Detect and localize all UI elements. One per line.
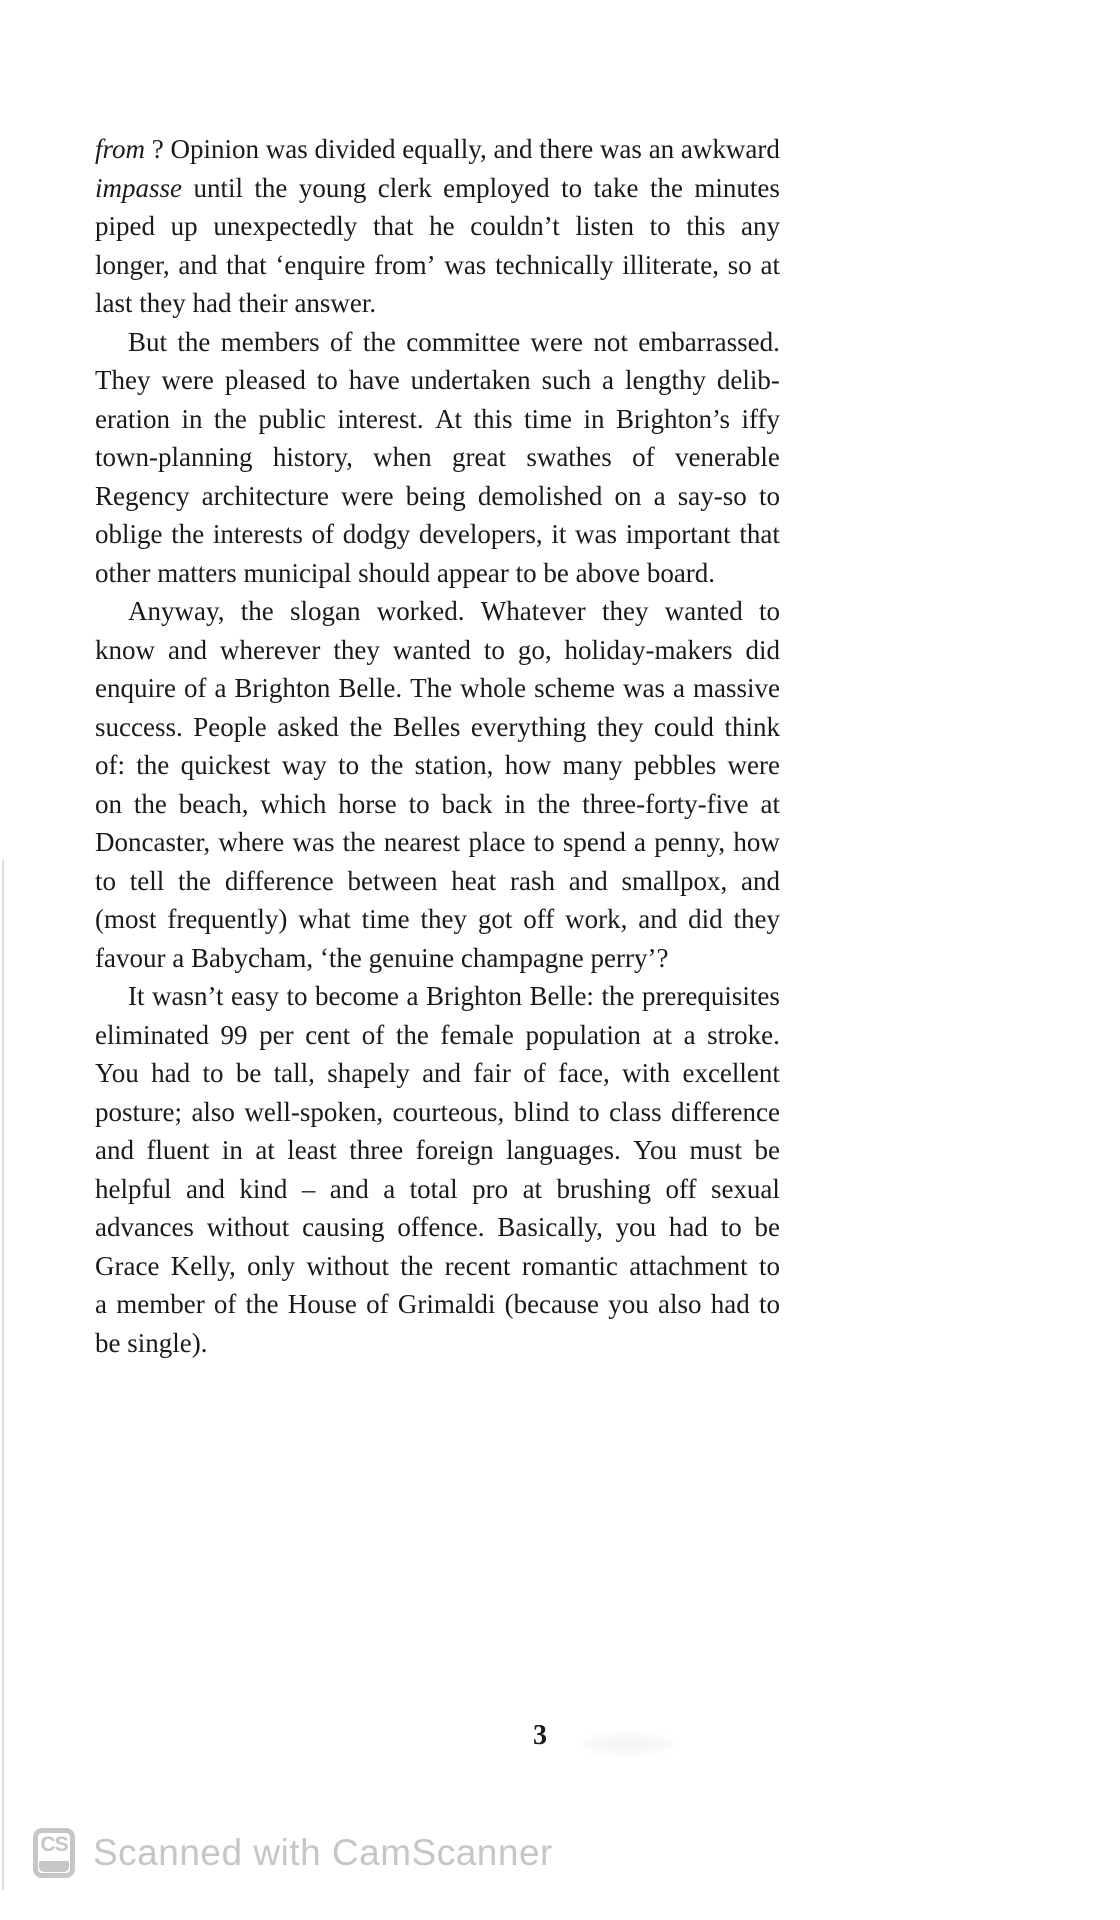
text-line: on the beach, which horse to back in the three-forty-five at [95,788,780,819]
camscanner-watermark [33,1826,553,1880]
camscanner-logo-text: CS [40,1833,68,1856]
text-line: Anyway, the slogan worked. Whatever they wanted to [128,596,780,626]
text-line: It wasn’t easy to become a Brighton Belle: the prerequisites [128,981,780,1011]
text-line: of: the quickest way to the station, how many pebbles were [95,750,780,780]
text-line: But the members of the committee were not embarrassed. [128,326,780,357]
text-line: town-planning history, when great swathes of venerable [95,442,780,472]
text-line: (most frequently) what time they got off work, and did they [95,904,780,934]
camscanner-logo-icon [33,1828,75,1878]
text-line: from ? Opinion was divided equally, and there was an awkward [95,134,780,164]
text-line: enquire of a Brighton Belle. The whole scheme was a massive [95,673,780,703]
text-line: longer, and that ‘enquire from’ was technically illiterate, so at [95,249,780,280]
text-line: posture; also well-spoken, courteous, blind to class difference [95,1096,780,1127]
text-line: Doncaster, where was the nearest place to spend a penny, how [95,827,780,857]
text-line: eliminated 99 per cent of the female population at a stroke. [95,1019,780,1050]
page-number: 3 [533,1720,547,1751]
text-line: They were pleased to have undertaken such a lengthy delib- [95,365,780,395]
text-line: helpful and kind – and a total pro at brushing off sexual [95,1173,780,1204]
text-line: and fluent in at least three foreign languages. You must be [95,1135,780,1165]
text-line: a member of the House of Grimaldi (because you also had to [95,1289,780,1319]
text-line: You had to be tall, shapely and fair of face, with excellent [95,1058,780,1088]
text-line: impasse until the young clerk employed to take the minutes [95,172,780,203]
text-line: advances without causing offence. Basically, you had to be [95,1212,780,1242]
text-line: other matters municipal should appear to be above board. [95,557,716,588]
text-line: be single). [95,1327,208,1358]
text-line: Grace Kelly, only without the recent romantic attachment to [95,1250,780,1281]
text-line: eration in the public interest. At this time in Brighton’s iffy [95,403,780,434]
watermark-label: Scanned with CamScanner [93,1832,553,1873]
text-line: oblige the interests of dodgy developers, it was important that [95,519,780,549]
text-line: to tell the difference between heat rash and smallpox, and [95,865,780,896]
text-line: Regency architecture were being demolished on a say-so to [95,480,780,511]
text-line: know and wherever they wanted to go, holiday-makers did [95,634,780,665]
text-line: piped up unexpectedly that he couldn’t listen to this any [95,211,780,241]
text-line: favour a Babycham, ‘the genuine champagne perry’? [95,942,669,973]
text-line: success. People asked the Belles everything they could think [95,711,780,742]
text-line: last they had their answer. [95,288,377,318]
body-text [95,130,780,1362]
